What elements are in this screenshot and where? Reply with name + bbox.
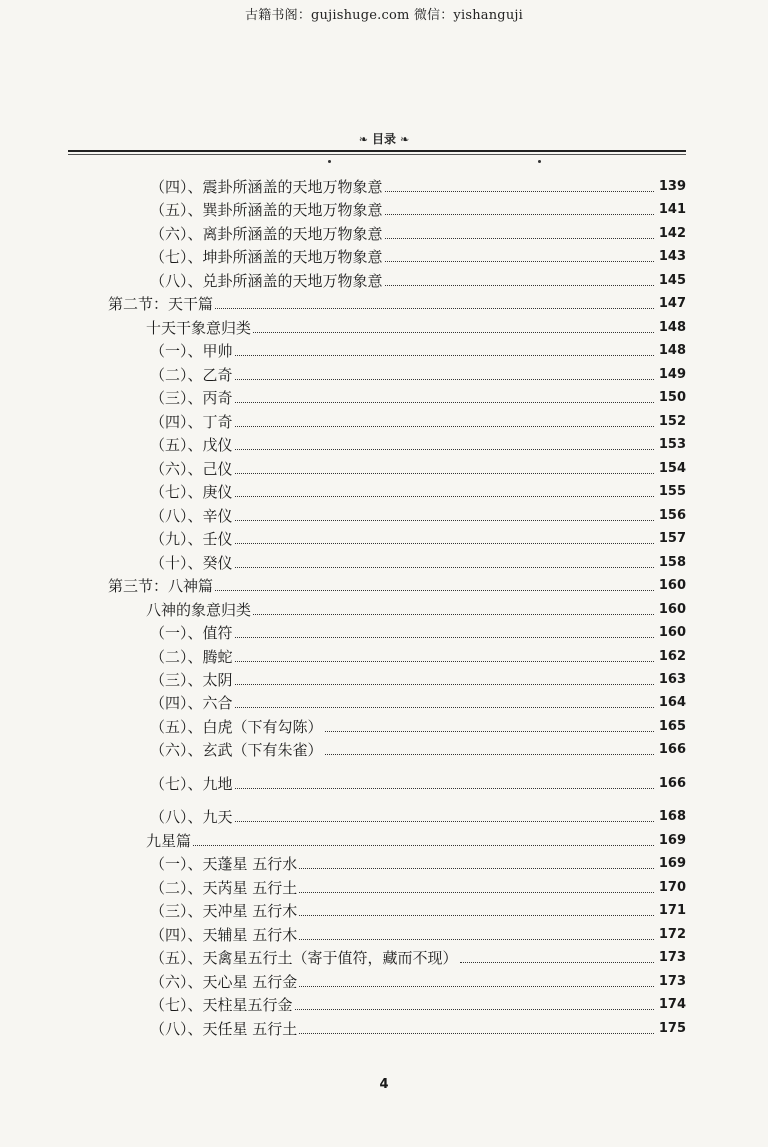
watermark-text: 古籍书阁：gujishuge.com 微信：yishanguji [245,8,523,23]
toc-entry[interactable] [150,222,686,244]
toc-entry-label: 十天干象意归类 [146,319,252,337]
print-speck [538,160,541,163]
toc-entry-label: （三）、丙奇 [150,389,233,407]
toc-entry-page: 166 [658,776,686,791]
toc-dot-leader [235,449,654,450]
toc-entry[interactable] [150,363,686,385]
toc-entry[interactable] [150,504,686,526]
toc-entry-label: （九）、壬仪 [150,530,233,548]
toc-entry[interactable] [150,527,686,549]
header-rule [68,150,686,152]
toc-entry[interactable] [150,551,686,573]
toc-entry-label: （四）、震卦所涵盖的天地万物象意 [150,178,383,196]
toc-entry[interactable] [146,316,686,338]
toc-entry-label: （八）、辛仪 [150,507,233,525]
ornament-right-icon: ❧ [400,133,410,146]
toc-entry-page: 162 [658,649,686,664]
toc-entry[interactable] [150,1017,686,1039]
toc-entry-label: （四）、天辅星 五行木 [150,926,298,944]
toc-dot-leader [385,214,654,215]
toc-entry[interactable] [150,339,686,361]
toc-entry-page: 168 [658,809,686,824]
toc-entry-page: 153 [658,437,686,452]
toc-dot-leader [235,496,654,497]
toc-dot-leader [235,402,654,403]
toc-entry[interactable] [150,923,686,945]
toc-entry-label: （六）、玄武（下有朱雀） [150,741,323,759]
toc-entry-page: 157 [658,531,686,546]
running-head-title: 目录 [371,132,396,146]
toc-entry-label: （五）、巽卦所涵盖的天地万物象意 [150,201,383,219]
toc-dot-leader [235,661,654,662]
toc-entry-page: 160 [658,578,686,593]
toc-entry[interactable] [150,198,686,220]
running-head [0,130,768,147]
toc-entry[interactable] [150,691,686,713]
toc-entry[interactable] [150,645,686,667]
toc-dot-leader [385,261,654,262]
toc-entry[interactable] [150,852,686,874]
toc-entry-page: 175 [658,1021,686,1036]
toc-dot-leader [235,426,654,427]
toc-entry-page: 160 [658,625,686,640]
toc-dot-leader [460,962,654,963]
toc-entry-label: （五）、白虎（下有勾陈） [150,718,323,736]
toc-entry-label: （七）、庚仪 [150,483,233,501]
toc-dot-leader [215,308,654,309]
toc-entry-label: （八）、天任星 五行土 [150,1020,298,1038]
toc-entry-label: （四）、六合 [150,694,233,712]
toc-dot-leader [385,238,654,239]
toc-entry-page: 155 [658,484,686,499]
toc-dot-leader [235,684,654,685]
toc-entry-label: （六）、己仪 [150,460,233,478]
toc-entry-label: 九星篇 [146,832,192,850]
toc-dot-leader [235,355,654,356]
toc-entry[interactable] [150,899,686,921]
toc-entry[interactable] [150,993,686,1015]
toc-dot-leader [385,191,654,192]
toc-entry[interactable] [150,410,686,432]
toc-entry-page: 160 [658,602,686,617]
toc-dot-leader [299,986,654,987]
toc-entry-label: （二）、腾蛇 [150,648,233,666]
toc-dot-leader [235,543,654,544]
toc-dot-leader [215,590,654,591]
toc-entry-page: 139 [658,179,686,194]
toc-dot-leader [235,473,654,474]
toc-entry-page: 172 [658,927,686,942]
toc-entry-page: 148 [658,343,686,358]
toc-entry-label: （一）、天蓬星 五行水 [150,855,298,873]
toc-entry-page: 169 [658,856,686,871]
toc-entry[interactable] [150,175,686,197]
toc-entry-page: 158 [658,555,686,570]
toc-entry-page: 142 [658,226,686,241]
toc-entry-page: 170 [658,880,686,895]
toc-entry[interactable] [150,772,686,794]
header-rule-thin [68,154,686,155]
toc-dot-leader [235,821,654,822]
toc-entry-page: 147 [658,296,686,311]
toc-entry-label: 八神的象意归类 [146,601,252,619]
toc-dot-leader [299,892,654,893]
toc-entry-label: （一）、值符 [150,624,233,642]
toc-entry-label: （十）、癸仪 [150,554,233,572]
toc-entry[interactable] [150,738,686,760]
toc-entry[interactable] [150,946,686,968]
toc-dot-leader [385,285,654,286]
toc-entry-page: 173 [658,950,686,965]
toc-entry-page: 148 [658,320,686,335]
toc-entry-label: （五）、天禽星五行土（寄于值符，藏而不现） [150,949,458,967]
toc-entry-page: 166 [658,742,686,757]
toc-entry[interactable] [108,292,686,314]
toc-dot-leader [235,707,654,708]
toc-entry[interactable] [150,433,686,455]
toc-entry-page: 156 [658,508,686,523]
toc-dot-leader [253,332,654,333]
toc-dot-leader [253,614,654,615]
page-number: 4 [379,1077,389,1092]
toc-entry-page: 173 [658,974,686,989]
toc-entry-label: （三）、天冲星 五行木 [150,902,298,920]
toc-entry-page: 154 [658,461,686,476]
toc-entry-page: 165 [658,719,686,734]
toc-entry-page: 145 [658,273,686,288]
toc-entry[interactable] [146,598,686,620]
toc-dot-leader [235,567,654,568]
toc-entry-label: 第三节：八神篇 [108,577,214,595]
toc-entry[interactable] [150,805,686,827]
toc-entry-label: （七）、坤卦所涵盖的天地万物象意 [150,248,383,266]
toc-entry-label: （一）、甲帅 [150,342,233,360]
toc-dot-leader [235,520,654,521]
toc-entry-page: 164 [658,695,686,710]
toc-dot-leader [299,939,654,940]
toc-dot-leader [325,754,654,755]
toc-entry-page: 171 [658,903,686,918]
toc-entry[interactable] [150,876,686,898]
toc-entry[interactable] [150,715,686,737]
toc-entry[interactable] [150,621,686,643]
toc-dot-leader [299,915,654,916]
toc-entry-page: 149 [658,367,686,382]
toc-entry-page: 169 [658,833,686,848]
toc-entry-page: 143 [658,249,686,264]
toc-entry-page: 163 [658,672,686,687]
toc-entry[interactable] [150,386,686,408]
toc-entry-page: 150 [658,390,686,405]
toc-entry-label: （二）、乙奇 [150,366,233,384]
toc-entry-label: （七）、九地 [150,775,233,793]
toc-entry-label: （六）、天心星 五行金 [150,973,298,991]
toc-entry-label: （四）、丁奇 [150,413,233,431]
toc-entry[interactable] [150,457,686,479]
toc-entry-label: （二）、天芮星 五行土 [150,879,298,897]
toc-entry[interactable] [150,668,686,690]
toc-entry[interactable] [150,480,686,502]
toc-dot-leader [193,845,654,846]
toc-entry-label: 第二节：天干篇 [108,295,214,313]
toc-entry-label: （三）、太阴 [150,671,233,689]
toc-dot-leader [235,637,654,638]
toc-entry-page: 174 [658,997,686,1012]
toc-entry[interactable] [108,574,686,596]
toc-entry-label: （七）、天柱星五行金 [150,996,293,1014]
toc-entry-label: （五）、戊仪 [150,436,233,454]
toc-entry-page: 152 [658,414,686,429]
toc-entry[interactable] [150,269,686,291]
print-speck [328,160,331,163]
toc-dot-leader [235,788,654,789]
toc-entry-label: （八）、兑卦所涵盖的天地万物象意 [150,272,383,290]
toc-entry-label: （八）、九天 [150,808,233,826]
toc-dot-leader [299,868,654,869]
toc-dot-leader [295,1009,654,1010]
toc-entry[interactable] [146,829,686,851]
toc-entry-page: 141 [658,202,686,217]
toc-dot-leader [299,1033,654,1034]
toc-entry[interactable] [150,970,686,992]
toc-dot-leader [325,731,654,732]
toc-dot-leader [235,379,654,380]
toc-entry-label: （六）、离卦所涵盖的天地万物象意 [150,225,383,243]
ornament-left-icon: ❧ [358,133,368,146]
toc-entry[interactable] [150,245,686,267]
